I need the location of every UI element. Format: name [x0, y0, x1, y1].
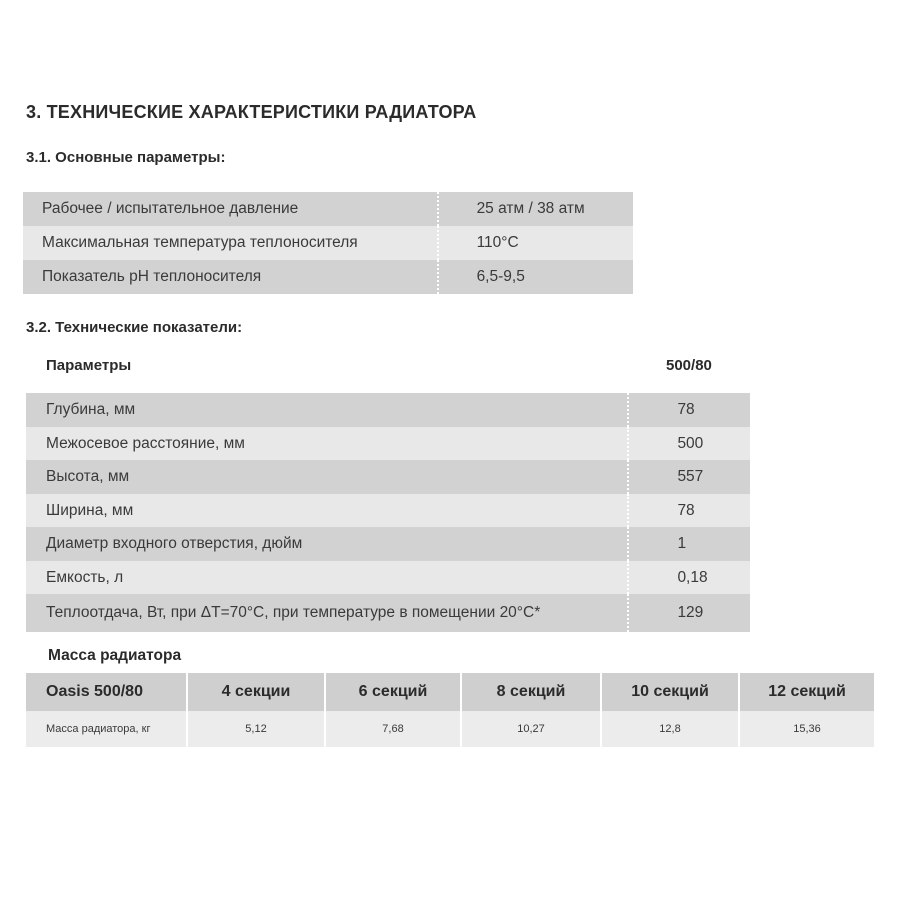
tech-label: Глубина, мм — [46, 401, 136, 418]
table-row — [26, 427, 750, 460]
table-row — [26, 494, 750, 527]
mass-value: 15,36 — [738, 711, 874, 747]
table-row — [23, 226, 633, 260]
mass-header-col: 12 секций — [738, 673, 874, 711]
table-row — [23, 192, 633, 226]
mass-row-label: Масса радиатора, кг — [46, 723, 151, 735]
param-value: 25 атм / 38 атм — [437, 192, 633, 226]
tech-label: Межосевое расстояние, мм — [46, 434, 245, 452]
tech-value: 0,18 — [627, 561, 750, 594]
param-value: 110°С — [437, 226, 633, 260]
basic-params-title: 3.1. Основные параметры: — [26, 149, 226, 166]
param-label: Максимальная температура теплоносителя — [42, 234, 358, 251]
table-row — [26, 460, 750, 494]
tech-label: Диаметр входного отверстия, дюйм — [46, 535, 303, 552]
param-label: Рабочее / испытательное давление — [42, 200, 299, 217]
tech-value: 500 — [627, 427, 750, 460]
mass-header-col: 4 секции — [186, 673, 324, 711]
tech-value: 78 — [627, 393, 750, 427]
tech-label: Теплоотдача, Вт, при ΔТ=70°С, при температуре в помещении 20°С* — [46, 604, 541, 621]
tech-label: Емкость, л — [46, 568, 124, 586]
mass-table-row — [26, 711, 874, 747]
tech-value: 557 — [627, 460, 750, 494]
tech-header-model: 500/80 — [666, 357, 712, 374]
table-row — [23, 260, 633, 294]
tech-header-param: Параметры — [46, 357, 132, 374]
table-row — [26, 393, 750, 427]
table-row — [26, 594, 750, 632]
mass-title: Масса радиатора — [48, 647, 182, 664]
tech-label: Ширина, мм — [46, 501, 134, 519]
mass-header-col: 6 секций — [324, 673, 460, 711]
tech-value: 78 — [627, 494, 750, 527]
section-title: 3. ТЕХНИЧЕСКИЕ ХАРАКТЕРИСТИКИ РАДИАТОРА — [26, 102, 477, 122]
mass-value: 12,8 — [600, 711, 738, 747]
table-row — [26, 527, 750, 561]
mass-header-col: 8 секций — [460, 673, 600, 711]
tech-params-title: 3.2. Технические показатели: — [26, 319, 243, 336]
mass-table-header — [26, 673, 874, 711]
param-label: Показатель pH теплоносителя — [42, 268, 262, 285]
mass-header-model: Oasis 500/80 — [46, 683, 143, 700]
tech-value: 129 — [627, 594, 750, 632]
mass-header-col: 10 секций — [600, 673, 738, 711]
mass-value: 7,68 — [324, 711, 460, 747]
table-row — [26, 561, 750, 594]
mass-value: 5,12 — [186, 711, 324, 747]
tech-value: 1 — [627, 527, 750, 561]
param-value: 6,5-9,5 — [437, 260, 633, 294]
mass-value: 10,27 — [460, 711, 600, 747]
tech-label: Высота, мм — [46, 468, 130, 485]
